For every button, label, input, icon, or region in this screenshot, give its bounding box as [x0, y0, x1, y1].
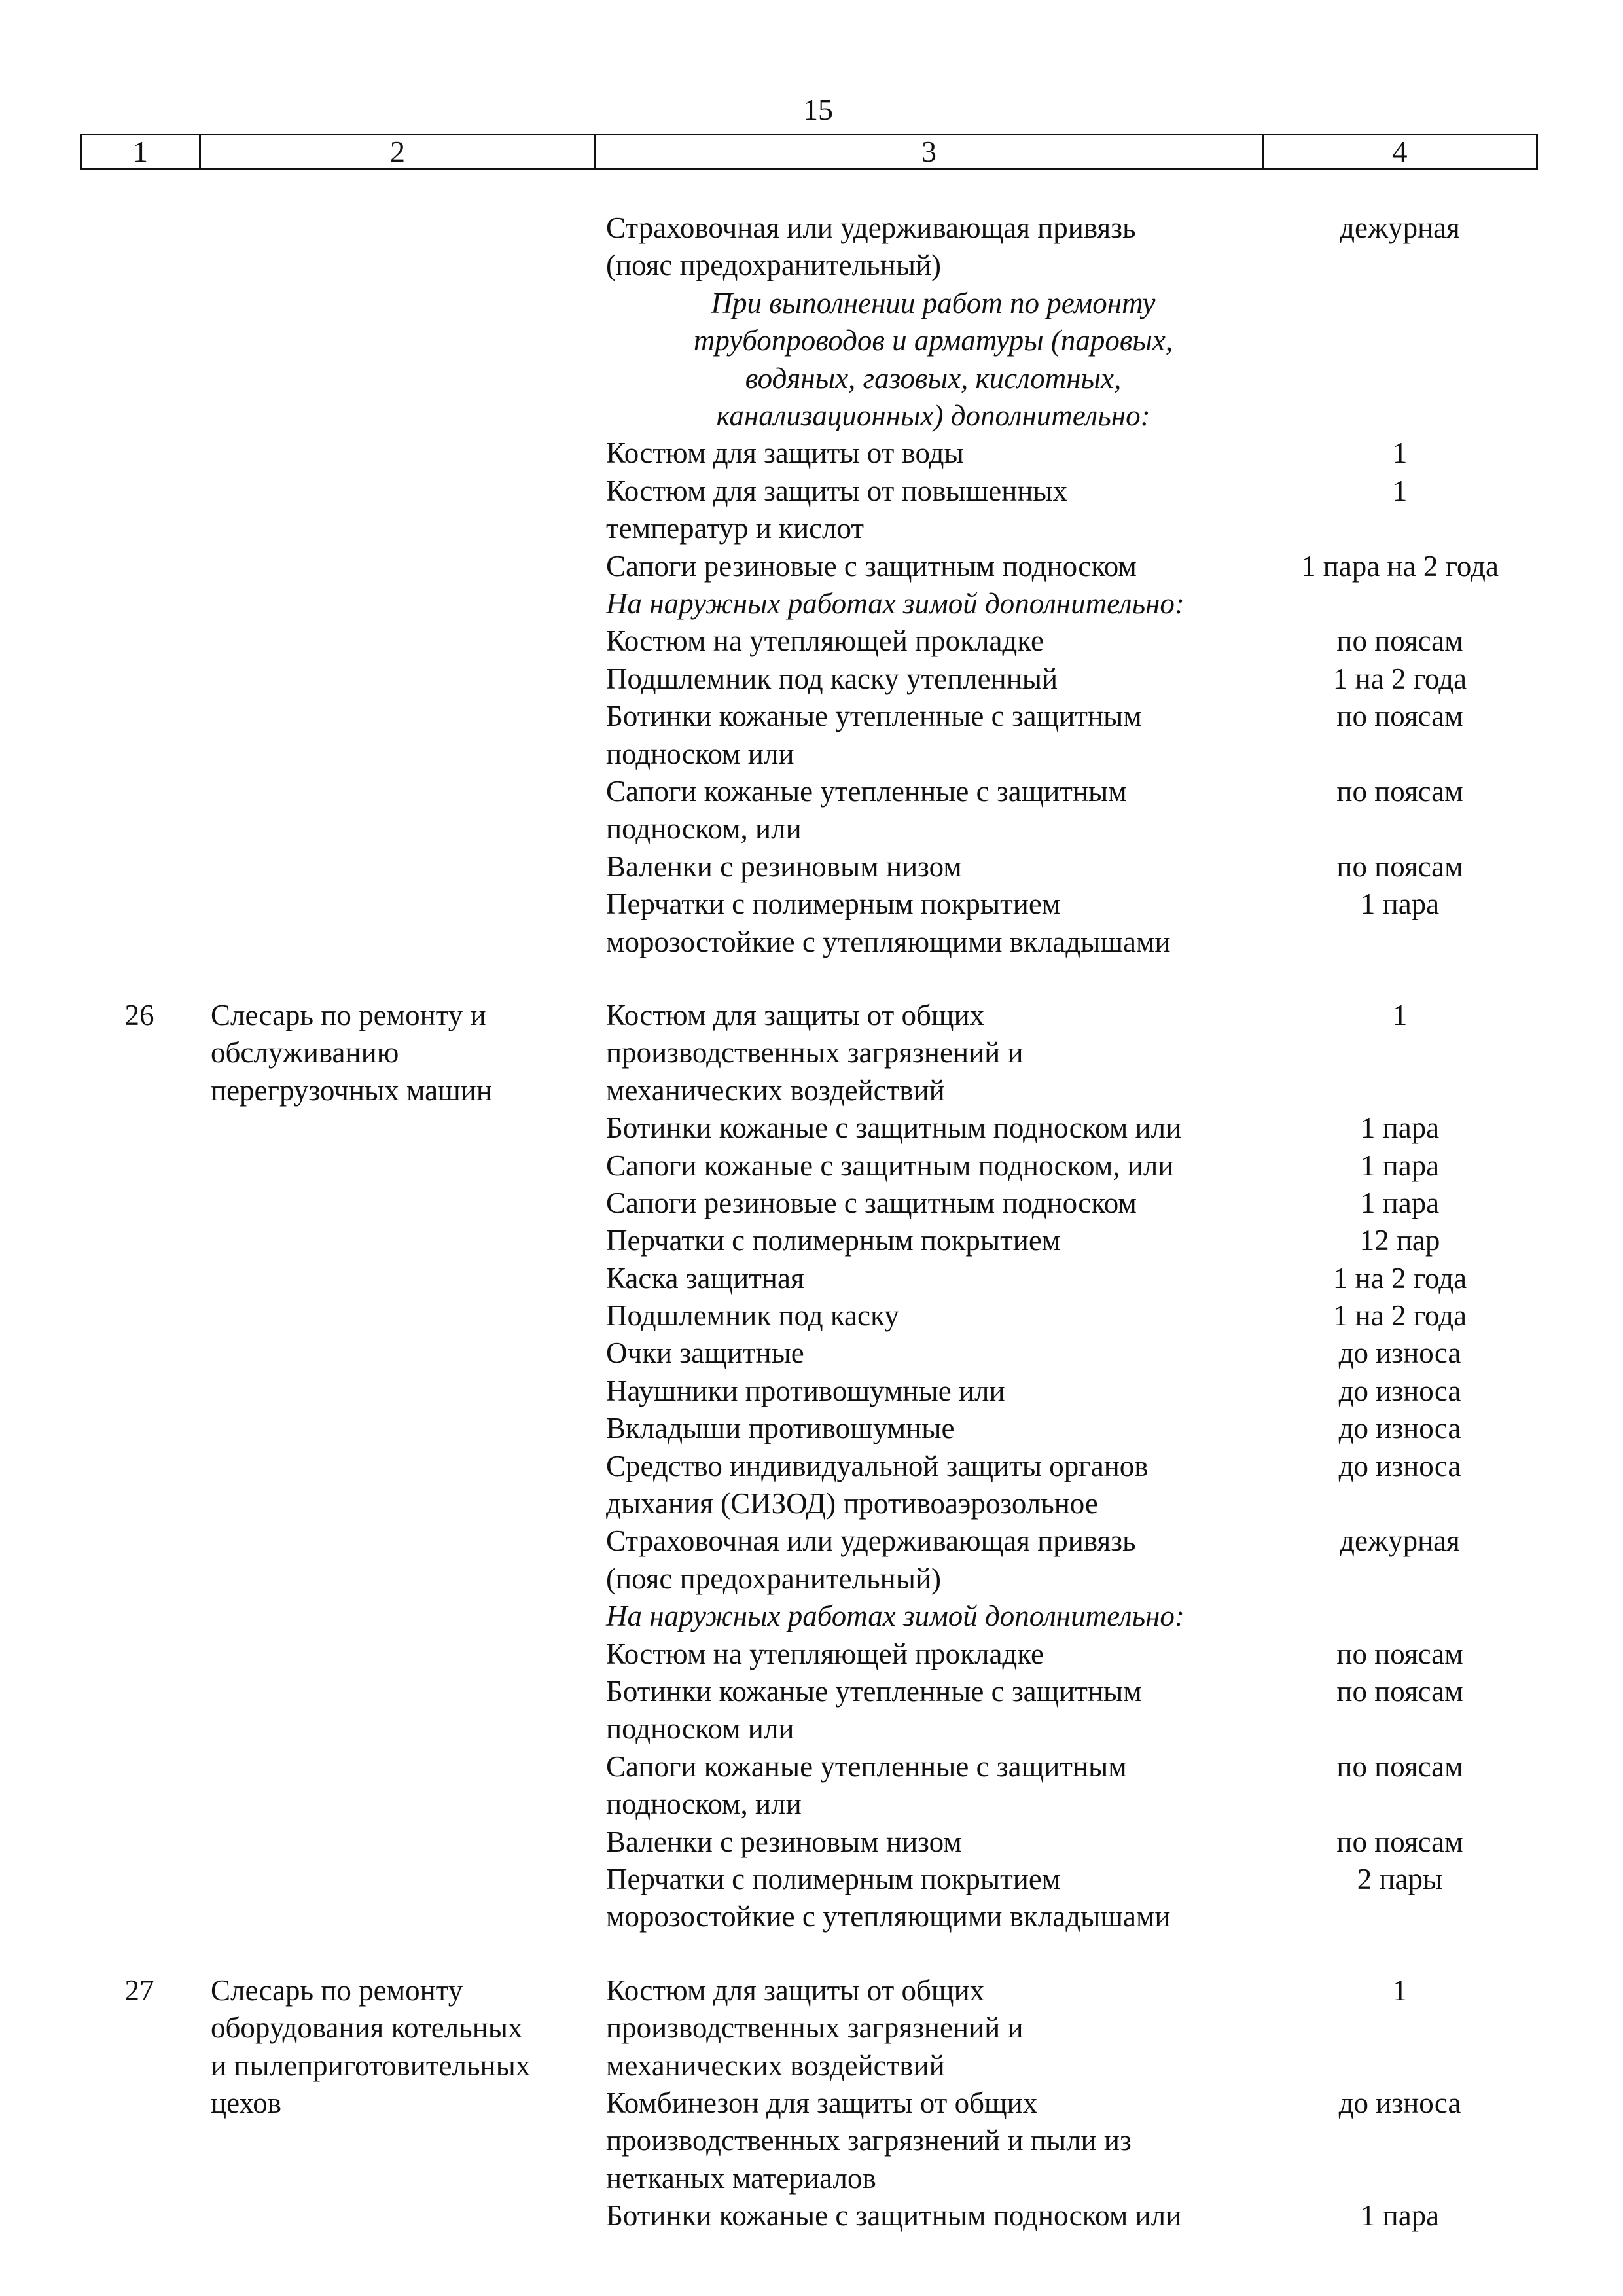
item-name: Валенки с резиновым низом: [606, 1825, 962, 1858]
item-name: Подшлемник под каску: [606, 1299, 899, 1333]
item-name: Костюм на утепляющей прокладке: [606, 624, 1044, 658]
item-norm: по поясам: [1336, 1637, 1463, 1670]
column-header-row: [80, 134, 1538, 170]
item-name: Подшлемник под каску утепленный: [606, 662, 1058, 695]
column-header-3: 3: [596, 135, 1264, 168]
table-row: [0, 1147, 1623, 1185]
item-norm: до износа: [1338, 1374, 1461, 1407]
item-norm: 1: [1392, 1973, 1408, 2007]
item-norm: по поясам: [1336, 1675, 1463, 1708]
item-name: Перчатки с полимерным покрытием: [606, 1224, 1061, 1257]
item-norm: 2 пары: [1357, 1862, 1443, 1895]
column-header-2: 2: [201, 135, 596, 168]
item-name: Костюм для защиты от общих производственных загрязнений и механических воздействий: [606, 998, 1024, 1107]
table-row: [0, 1185, 1623, 1222]
section-note: При выполнении работ по ремонту трубопроводов и арматуры (паровых, водяных, газовых, кислотных, канализационных) дополнительно:: [693, 286, 1173, 433]
table-row: [0, 660, 1623, 698]
row-number: 26: [124, 998, 154, 1031]
item-norm: по поясам: [1336, 850, 1463, 883]
item-name: Перчатки с полимерным покрытием морозостойкие с утепляющими вкладышами: [606, 1862, 1171, 1933]
item-name: Ботинки кожаные с защитным подноском или: [606, 1111, 1182, 1145]
item-name: Средство индивидуальной защиты органов дыхания (СИЗОД) противоаэрозольное: [606, 1449, 1149, 1520]
table-row: [0, 1673, 1623, 1748]
profession-name: Слесарь по ремонту оборудования котельных и пылеприготовительных цехов: [211, 1973, 531, 2119]
item-name: Страховочная или удерживающая привязь (пояс предохранительный): [606, 211, 1136, 282]
item-name: Наушники противошумные или: [606, 1374, 1005, 1407]
table-row: [0, 473, 1623, 548]
table-row: [0, 886, 1623, 961]
table-row: [0, 773, 1623, 848]
item-norm: 1 пара: [1360, 1111, 1440, 1145]
row-number: 27: [124, 1973, 154, 2007]
item-name: Ботинки кожаные утепленные с защитным подноском или: [606, 1675, 1142, 1746]
item-name: Сапоги кожаные с защитным подноском, или: [606, 1149, 1174, 1182]
item-norm: 1: [1392, 998, 1408, 1031]
item-name: Очки защитные: [606, 1336, 804, 1370]
table-row: [0, 997, 1623, 1109]
item-norm: 1: [1392, 474, 1408, 507]
table-row: [0, 285, 1623, 435]
item-norm: дежурная: [1340, 211, 1460, 244]
table-row: [0, 1448, 1623, 1523]
item-norm: по поясам: [1336, 1825, 1463, 1858]
table-row: [0, 435, 1623, 472]
table-row: [0, 622, 1623, 660]
profession-name: Слесарь по ремонту и обслуживанию перегрузочных машин: [211, 998, 492, 1107]
item-name: Комбинезон для защиты от общих производственных загрязнений и пыли из нетканых материалов: [606, 2086, 1132, 2195]
item-norm: 1 пара: [1360, 2199, 1440, 2233]
item-name: Вкладыши противошумные: [606, 1412, 955, 1445]
item-name: Ботинки кожаные утепленные с защитным подноском или: [606, 700, 1142, 770]
table-row: [0, 1109, 1623, 1147]
item-norm: до износа: [1338, 1412, 1461, 1445]
item-norm: 1: [1392, 437, 1408, 470]
page-number: 15: [803, 93, 833, 126]
item-norm: 1 на 2 года: [1332, 1261, 1467, 1295]
item-norm: 1 на 2 года: [1332, 662, 1467, 695]
item-norm: по поясам: [1336, 624, 1463, 658]
item-name: Валенки с резиновым низом: [606, 850, 962, 883]
column-header-4: 4: [1392, 135, 1408, 168]
table-row: [0, 1222, 1623, 1259]
item-name: Сапоги кожаные утепленные с защитным подноском, или: [606, 774, 1127, 846]
item-norm: 1 пара на 2 года: [1301, 549, 1499, 583]
item-norm: по поясам: [1336, 774, 1463, 808]
table-row: [0, 2197, 1623, 2234]
table-row: [0, 1522, 1623, 1598]
table-row: [0, 1372, 1623, 1410]
item-norm: 1 пара: [1360, 888, 1440, 921]
item-name: Костюм для защиты от общих производственных загрязнений и механических воздействий: [606, 1973, 1024, 2082]
item-name: Сапоги резиновые с защитным подноском: [606, 549, 1137, 583]
item-norm: 1 на 2 года: [1332, 1299, 1467, 1333]
item-name: Костюм для защиты от воды: [606, 437, 964, 470]
table-row: [0, 1335, 1623, 1372]
table-row: [0, 1260, 1623, 1297]
table-row: [0, 2085, 1623, 2197]
row-spacer: [0, 961, 1623, 997]
table-row: [0, 698, 1623, 773]
section-note: На наружных работах зимой дополнительно:: [606, 586, 1185, 620]
table-row: [0, 848, 1623, 886]
item-name: Ботинки кожаные с защитным подноском или: [606, 2199, 1182, 2233]
norms-table-body: [0, 209, 1623, 2235]
table-row: [0, 209, 1623, 285]
row-spacer: [0, 1936, 1623, 1972]
table-row: [0, 585, 1623, 622]
item-name: Сапоги кожаные утепленные с защитным подноском, или: [606, 1749, 1127, 1821]
item-name: Каска защитная: [606, 1261, 804, 1295]
table-row: [0, 1410, 1623, 1447]
item-name: Страховочная или удерживающая привязь (пояс предохранительный): [606, 1524, 1136, 1595]
table-row: [0, 1598, 1623, 1635]
table-row: [0, 1636, 1623, 1673]
column-header-1: 1: [82, 135, 201, 168]
item-name: Перчатки с полимерным покрытием морозостойкие с утепляющими вкладышами: [606, 888, 1171, 958]
section-note: На наружных работах зимой дополнительно:: [606, 1600, 1185, 1633]
table-row: [0, 1297, 1623, 1335]
item-norm: до износа: [1338, 1336, 1461, 1370]
item-norm: по поясам: [1336, 1749, 1463, 1783]
table-row: [0, 1748, 1623, 1823]
item-norm: до износа: [1338, 2086, 1461, 2119]
item-norm: до износа: [1338, 1449, 1461, 1482]
item-name: Костюм на утепляющей прокладке: [606, 1637, 1044, 1670]
table-row: [0, 548, 1623, 585]
item-norm: 1 пара: [1360, 1186, 1440, 1219]
item-norm: по поясам: [1336, 700, 1463, 733]
item-norm: 1 пара: [1360, 1149, 1440, 1182]
item-name: Костюм для защиты от повышенных температур и кислот: [606, 474, 1068, 545]
table-row: [0, 1861, 1623, 1936]
item-norm: дежурная: [1340, 1524, 1460, 1558]
item-name: Сапоги резиновые с защитным подноском: [606, 1186, 1137, 1219]
item-norm: 12 пар: [1359, 1224, 1440, 1257]
table-row: [0, 1823, 1623, 1861]
